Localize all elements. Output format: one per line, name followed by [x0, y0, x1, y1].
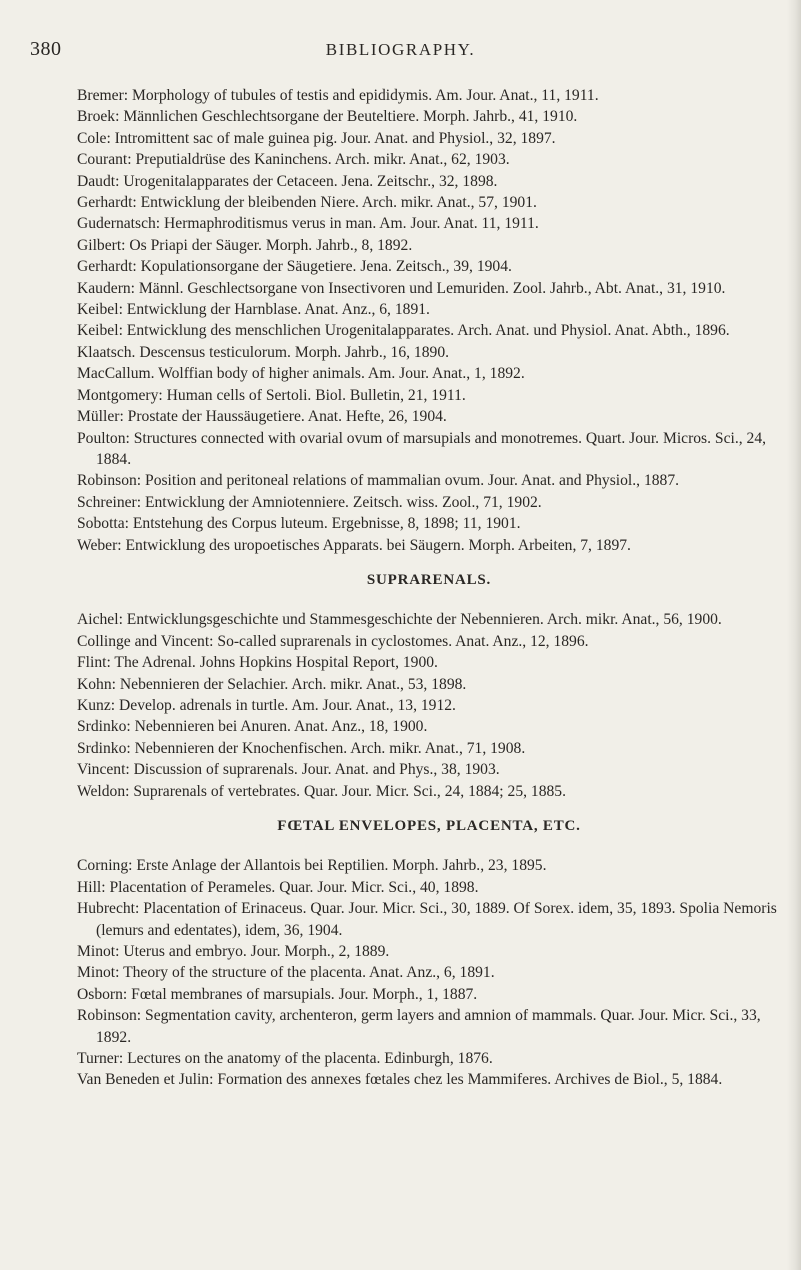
bib-entry: Vincent: Discussion of suprarenals. Jour. Anat. and Phys., 38, 1903. — [77, 761, 500, 779]
bib-entry: Weldon: Suprarenals of vertebrates. Quar. Jour. Micr. Sci., 24, 1884; 25, 1885. — [77, 782, 566, 800]
bib-entry: Hubrecht: Placentation of Erinaceus. Quar. Jour. Micr. Sci., 30, 1889. Of Sorex. idem, 35, 1893. Spolia Nemoris (lemurs and edentates), idem, 36, 1904. — [77, 900, 777, 939]
bib-entry: Srdinko: Nebennieren bei Anuren. Anat. Anz., 18, 1900. — [77, 718, 428, 736]
bib-entry: Montgomery: Human cells of Sertoli. Biol. Bulletin, 21, 1911. — [77, 386, 466, 404]
bib-entry: Turner: Lectures on the anatomy of the placenta. Edinburgh, 1876. — [77, 1050, 493, 1068]
bib-entry: Schreiner: Entwicklung der Amniotenniere. Zeitsch. wiss. Zool., 71, 1902. — [77, 493, 542, 511]
bib-entry: Bremer: Morphology of tubules of testis and epididymis. Am. Jour. Anat., 11, 1911. — [77, 87, 599, 104]
page-number: 380 — [30, 38, 62, 60]
bib-entry: Hill: Placentation of Perameles. Quar. Jour. Micr. Sci., 40, 1898. — [77, 878, 479, 896]
bib-entry: Müller: Prostate der Haussäugetiere. Anat. Hefte, 26, 1904. — [77, 408, 447, 426]
bib-entry: Kohn: Nebennieren der Selachier. Arch. mikr. Anat., 53, 1898. — [77, 675, 467, 693]
bib-entry: Kaudern: Männl. Geschlectsorgane von Insectivoren und Lemuriden. Zool. Jahrb., Abt. Anat., 31, 1910. — [77, 279, 726, 297]
page-header — [0, 38, 801, 64]
bib-entry: Van Beneden et Julin: Formation des annexes fœtales chez les Mammiferes. Archives de Biol., 5, 1884. — [77, 1071, 723, 1089]
bib-entry: Osborn: Fœtal membranes of marsupials. Jour. Morph., 1, 1887. — [77, 985, 478, 1003]
bib-entry: Minot: Uterus and embryo. Jour. Morph., 2, 1889. — [77, 943, 390, 961]
bib-entry: Gilbert: Os Priapi der Säuger. Morph. Jahrb., 8, 1892. — [77, 236, 413, 254]
bib-entry: Gerhardt: Kopulationsorgane der Säugetiere. Jena. Zeitsch., 39, 1904. — [77, 258, 512, 276]
section-reproductive — [77, 85, 781, 556]
bib-entry: Keibel: Entwicklung des menschlichen Urogenitalapparates. Arch. Anat. und Physiol. Anat. Abth., 1896. — [77, 322, 730, 340]
bib-entry: Flint: The Adrenal. Johns Hopkins Hospital Report, 1900. — [77, 654, 438, 672]
bib-entry: Robinson: Position and peritoneal relations of mammalian ovum. Jour. Anat. and Physiol., 1887. — [77, 472, 680, 490]
bib-entry: Poulton: Structures connected with ovarial ovum of marsupials and monotremes. Quart. Jour. Micros. Sci., 24, 1884. — [77, 429, 767, 468]
bib-entry: Courant: Preputialdrüse des Kaninchens. Arch. mikr. Anat., 62, 1903. — [77, 151, 510, 169]
section-heading: FŒTAL ENVELOPES, PLACENTA, ETC. — [277, 818, 581, 834]
bib-entry: Kunz: Develop. adrenals in turtle. Am. Jour. Anat., 13, 1912. — [77, 696, 456, 714]
bib-entry: Cole: Intromittent sac of male guinea pig. Jour. Anat. and Physiol., 32, 1897. — [77, 129, 556, 147]
bib-entry: Daudt: Urogenitalapparates der Cetaceen. Jena. Zeitschr., 32, 1898. — [77, 172, 498, 190]
bib-entry: Gudernatsch: Hermaphroditismus verus in man. Am. Jour. Anat. 11, 1911. — [77, 215, 539, 233]
bib-entry: Corning: Erste Anlage der Allantois bei Reptilien. Morph. Jahrb., 23, 1895. — [77, 857, 547, 875]
running-title: BIBLIOGRAPHY. — [325, 40, 476, 59]
bib-entry: Keibel: Entwicklung der Harnblase. Anat. Anz., 6, 1891. — [77, 301, 430, 319]
section-heading: SUPRARENALS. — [366, 571, 492, 588]
bibliography-body — [77, 85, 781, 1091]
bib-entry: Robinson: Segmentation cavity, archenteron, germ layers and amnion of mammals. Quar. Jour. Micr. Sci., 33, 1892. — [77, 1007, 761, 1046]
bib-entry: Weber: Entwicklung des uropoetisches Apparats. bei Säugern. Morph. Arbeiten, 7, 1897. — [77, 536, 631, 554]
section-foetal-envelopes — [77, 816, 781, 1091]
bib-entry: Minot: Theory of the structure of the placenta. Anat. Anz., 6, 1891. — [77, 964, 495, 982]
section-suprarenals — [77, 570, 781, 802]
bib-entry: Collinge and Vincent: So-called suprarenals in cyclostomes. Anat. Anz., 12, 1896. — [77, 632, 589, 650]
bib-entry: Broek: Männlichen Geschlechtsorgane der Beuteltiere. Morph. Jahrb., 41, 1910. — [77, 108, 578, 126]
bib-entry: Klaatsch. Descensus testiculorum. Morph. Jahrb., 16, 1890. — [77, 343, 450, 361]
page-edge-shadow — [787, 0, 801, 1270]
bib-entry: Gerhardt: Entwicklung der bleibenden Niere. Arch. mikr. Anat., 57, 1901. — [77, 194, 537, 212]
bib-entry: Sobotta: Entstehung des Corpus luteum. Ergebnisse, 8, 1898; 11, 1901. — [77, 515, 521, 533]
bib-entry: Srdinko: Nebennieren der Knochenfischen. Arch. mikr. Anat., 71, 1908. — [77, 739, 526, 757]
bib-entry: Aichel: Entwicklungsgeschichte und Stammesgeschichte der Nebennieren. Arch. mikr. Anat., 56, 1900. — [77, 611, 722, 629]
bib-entry: MacCallum. Wolffian body of higher animals. Am. Jour. Anat., 1, 1892. — [77, 365, 525, 383]
